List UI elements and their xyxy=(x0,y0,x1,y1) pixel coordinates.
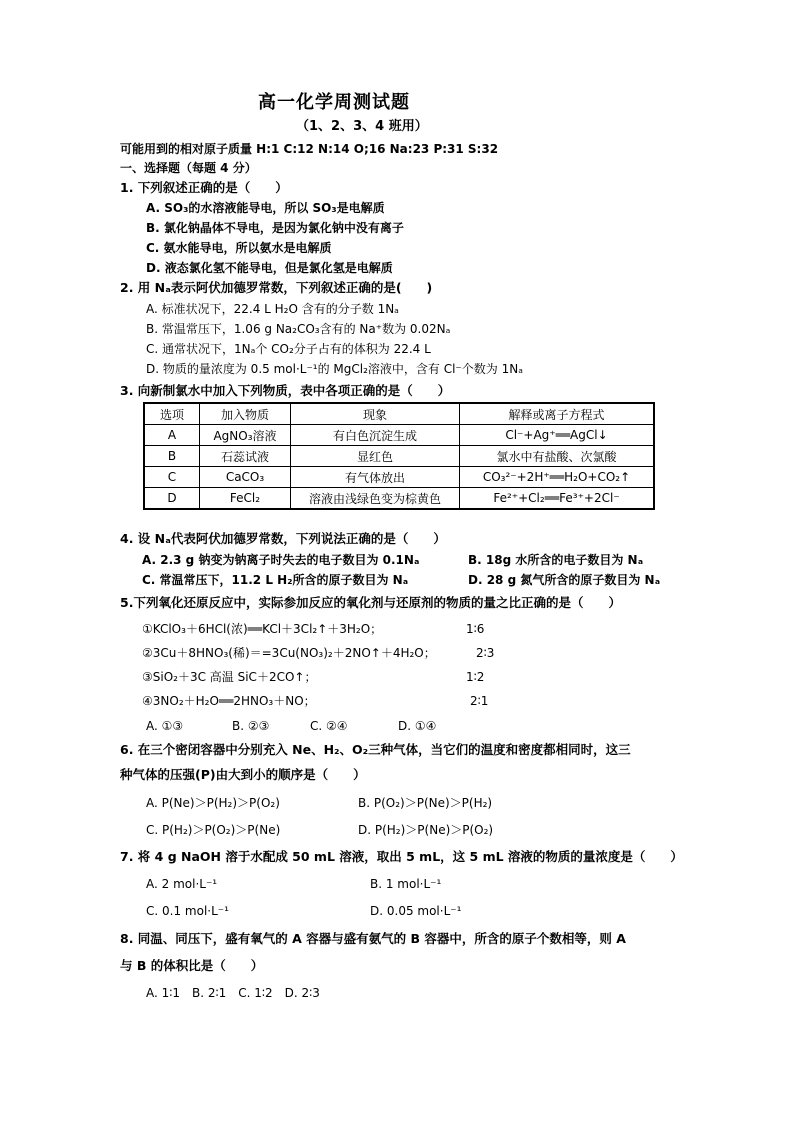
q6-stem-line-1: 6. 在三个密闭容器中分别充入 Ne、H₂、O₂三种气体，当它们的温度和密度都相同时，这三 xyxy=(120,742,631,757)
table-cell: B xyxy=(144,446,200,467)
q5-reaction-3: ③SiO₂＋3C 高温 SiC＋2CO↑； xyxy=(142,670,317,684)
q7-option-c: C. 0.1 mol·L⁻¹ xyxy=(146,904,229,918)
table-header-cell: 选项 xyxy=(144,403,200,425)
exam-subtitle: （1、2、3、4 班用） xyxy=(296,119,428,134)
table-cell: CaCO₃ xyxy=(200,467,291,488)
q1-option-c: C. 氨水能导电，所以氨水是电解质 xyxy=(146,241,332,255)
table-header-cell: 现象 xyxy=(291,403,460,425)
q1-stem: 1. 下列叙述正确的是（ ） xyxy=(120,180,288,195)
q5-reaction-1: ①KClO₃＋6HCl(浓)══KCl＋3Cl₂↑＋3H₂O； xyxy=(142,622,383,636)
table-row xyxy=(144,446,654,467)
table-cell: A xyxy=(144,425,200,446)
q4-option-d: D. 28 g 氮气所含的原子数目为 Nₐ xyxy=(468,573,661,587)
q2-option-a: A. 标准状况下，22.4 L H₂O 含有的分子数 1Nₐ xyxy=(146,302,399,316)
table-cell: 溶液由浅绿色变为棕黄色 xyxy=(291,488,460,510)
section-heading: 一、选择题（每题 4 分） xyxy=(120,161,257,175)
table-row xyxy=(144,467,654,488)
q2-stem: 2. 用 Nₐ表示阿伏加德罗常数，下列叙述正确的是( ) xyxy=(120,280,433,295)
q7-option-a: A. 2 mol·L⁻¹ xyxy=(146,877,218,891)
q5-option-b: B. ②③ xyxy=(232,719,270,733)
atomic-mass-note: 可能用到的相对原子质量 H:1 C:12 N:14 O;16 Na:23 P:31 S:32 xyxy=(120,142,499,156)
table-row xyxy=(144,425,654,446)
table-cell: Cl⁻+Ag⁺══AgCl↓ xyxy=(460,425,655,446)
q4-stem: 4. 设 Nₐ代表阿伏加德罗常数，下列说法正确的是（ ） xyxy=(120,531,446,546)
table-cell: AgNO₃溶液 xyxy=(200,425,291,446)
q5-ratio-3: 1∶2 xyxy=(466,670,485,684)
table-header-cell: 解释或离子方程式 xyxy=(460,403,655,425)
q2-option-b: B. 常温常压下，1.06 g Na₂CO₃含有的 Na⁺数为 0.02Nₐ xyxy=(146,322,451,336)
q7-stem: 7. 将 4 g NaOH 溶于水配成 50 mL 溶液，取出 5 mL，这 5 mL 溶液的物质的量浓度是（ ） xyxy=(120,849,683,864)
exam-title: 高一化学周测试题 xyxy=(258,92,410,113)
table-header-row xyxy=(144,403,654,425)
table-cell: 氯水中有盐酸、次氯酸 xyxy=(460,446,655,467)
q3-stem: 3. 向新制氯水中加入下列物质，表中各项正确的是（ ） xyxy=(120,383,451,398)
table-cell: C xyxy=(144,467,200,488)
q6-option-b: B. P(O₂)＞P(Ne)＞P(H₂) xyxy=(358,796,493,810)
q6-option-d: D. P(H₂)＞P(Ne)＞P(O₂) xyxy=(358,823,494,837)
table-cell: Fe²⁺+Cl₂══Fe³⁺+2Cl⁻ xyxy=(460,488,655,510)
q7-option-b: B. 1 mol·L⁻¹ xyxy=(370,877,442,891)
table-cell: FeCl₂ xyxy=(200,488,291,510)
q4-option-c: C. 常温常压下，11.2 L H₂所含的原子数目为 Nₐ xyxy=(142,573,409,587)
q4-option-b: B. 18g 水所含的电子数目为 Nₐ xyxy=(468,553,644,567)
q8-stem-line-2: 与 B 的体积比是（ ） xyxy=(120,958,264,973)
table-header-cell: 加入物质 xyxy=(200,403,291,425)
q6-option-c: C. P(H₂)＞P(O₂)＞P(Ne) xyxy=(146,823,281,837)
q2-option-d: D. 物质的量浓度为 0.5 mol·L⁻¹的 MgCl₂溶液中，含有 Cl⁻个数为 1Nₐ xyxy=(146,362,523,376)
q5-ratio-4: 2∶1 xyxy=(470,694,489,708)
q5-reaction-2: ②3Cu＋8HNO₃(稀)＝=3Cu(NO₃)₂＋2NO↑＋4H₂O； xyxy=(142,646,436,660)
q5-option-c: C. ②④ xyxy=(310,719,348,733)
q8-stem-line-1: 8. 同温、同压下，盛有氧气的 A 容器与盛有氨气的 B 容器中，所含的原子个数相等，则 A xyxy=(120,931,626,946)
q3-table xyxy=(143,402,655,510)
q1-option-b: B. 氯化钠晶体不导电，是因为氯化钠中没有离子 xyxy=(146,221,404,235)
q2-option-c: C. 通常状况下，1Nₐ个 CO₂分子占有的体积为 22.4 L xyxy=(146,342,431,356)
q6-option-a: A. P(Ne)＞P(H₂)＞P(O₂) xyxy=(146,796,280,810)
q6-stem-line-2: 种气体的压强(P)由大到小的顺序是（ ） xyxy=(120,767,366,782)
table-cell: 显红色 xyxy=(291,446,460,467)
q8-options: A. 1∶1 B. 2∶1 C. 1∶2 D. 2∶3 xyxy=(146,986,320,1000)
table-cell: 石蕊试液 xyxy=(200,446,291,467)
q5-option-a: A. ①③ xyxy=(146,719,184,733)
q1-option-a: A. SO₃的水溶液能导电，所以 SO₃是电解质 xyxy=(146,201,385,215)
q4-option-a: A. 2.3 g 钠变为钠离子时失去的电子数目为 0.1Nₐ xyxy=(142,553,420,567)
q5-ratio-1: 1∶6 xyxy=(466,622,485,636)
table-cell: D xyxy=(144,488,200,510)
q5-reaction-4: ④3NO₂＋H₂O══2HNO₃＋NO； xyxy=(142,694,316,708)
q5-ratio-2: 2∶3 xyxy=(476,646,495,660)
q5-stem: 5.下列氧化还原反应中，实际参加反应的氧化剂与还原剂的物质的量之比正确的是（ ） xyxy=(120,595,621,610)
q1-option-d: D. 液态氯化氢不能导电，但是氯化氢是电解质 xyxy=(146,261,393,275)
table-row xyxy=(144,488,654,510)
table-cell: 有气体放出 xyxy=(291,467,460,488)
q7-option-d: D. 0.05 mol·L⁻¹ xyxy=(370,904,462,918)
table-cell: 有白色沉淀生成 xyxy=(291,425,460,446)
q5-option-d: D. ①④ xyxy=(398,719,437,733)
table-cell: CO₃²⁻+2H⁺══H₂O+CO₂↑ xyxy=(460,467,655,488)
